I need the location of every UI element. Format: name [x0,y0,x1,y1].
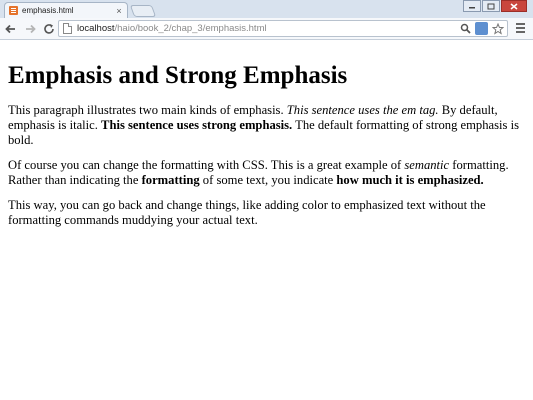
url-host: localhost [77,23,115,34]
back-arrow-icon [5,23,17,35]
page-content [0,41,533,400]
paragraph-2 [8,158,525,188]
minimize-button[interactable] [463,0,481,12]
forward-button[interactable] [22,21,38,37]
new-tab-button[interactable] [130,5,156,17]
minimize-icon [468,3,476,9]
window-controls [462,0,527,14]
menu-icon[interactable] [513,21,527,35]
paragraph-1 [8,103,525,148]
reload-icon [43,23,55,35]
magnifier-glyph [460,23,471,34]
html-file-icon [9,6,18,15]
search-icon[interactable] [459,22,472,35]
close-icon [510,3,518,10]
strong-emphasized: how much it is emphasized. [336,173,484,187]
strong-sentence: This sentence uses strong emphasis. [101,118,293,132]
browser-tab[interactable] [4,2,128,18]
browser-toolbar [0,18,533,40]
p1-text-1: This paragraph illustrates two main kinds of emphasis. [8,103,287,117]
omnibox-icons [456,22,504,35]
page-heading: Emphasis and Strong Emphasis [8,62,348,89]
em-semantic: semantic [404,158,450,172]
close-window-button[interactable] [501,0,527,12]
star-glyph [492,23,504,35]
reload-button[interactable] [41,21,57,37]
url-text [77,23,267,34]
url-path: /haio/book_2/chap_3/emphasis.html [114,23,267,34]
tab-strip [0,0,533,18]
forward-arrow-icon [24,23,36,35]
strong-formatting: formatting [141,173,200,187]
page-icon [63,23,72,34]
p1-text-2: By default, emphasis is italic. [8,103,498,132]
address-bar[interactable] [58,20,508,37]
maximize-icon [487,3,495,10]
p2-text-2: formatting. Rather than indicating the [8,158,509,187]
maximize-button[interactable] [482,0,500,12]
extension-icon[interactable] [475,22,488,35]
back-button[interactable] [3,21,19,37]
p1-text-3: The default formatting of strong emphasis is bold. [8,118,519,147]
close-tab-icon[interactable]: × [116,5,122,16]
paragraph-3: This way, you can go back and change things, like adding color to emphasized text without the formatting commands muddying your actual text. [8,198,486,227]
em-sentence: This sentence uses the em tag. [286,103,439,117]
tab-title: emphasis.html [22,6,74,15]
bookmark-star-icon[interactable] [491,22,504,35]
p2-text-1: Of course you can change the formatting with CSS. This is a great example of [8,158,405,172]
p2-text-3: of some text, you indicate [199,173,337,187]
